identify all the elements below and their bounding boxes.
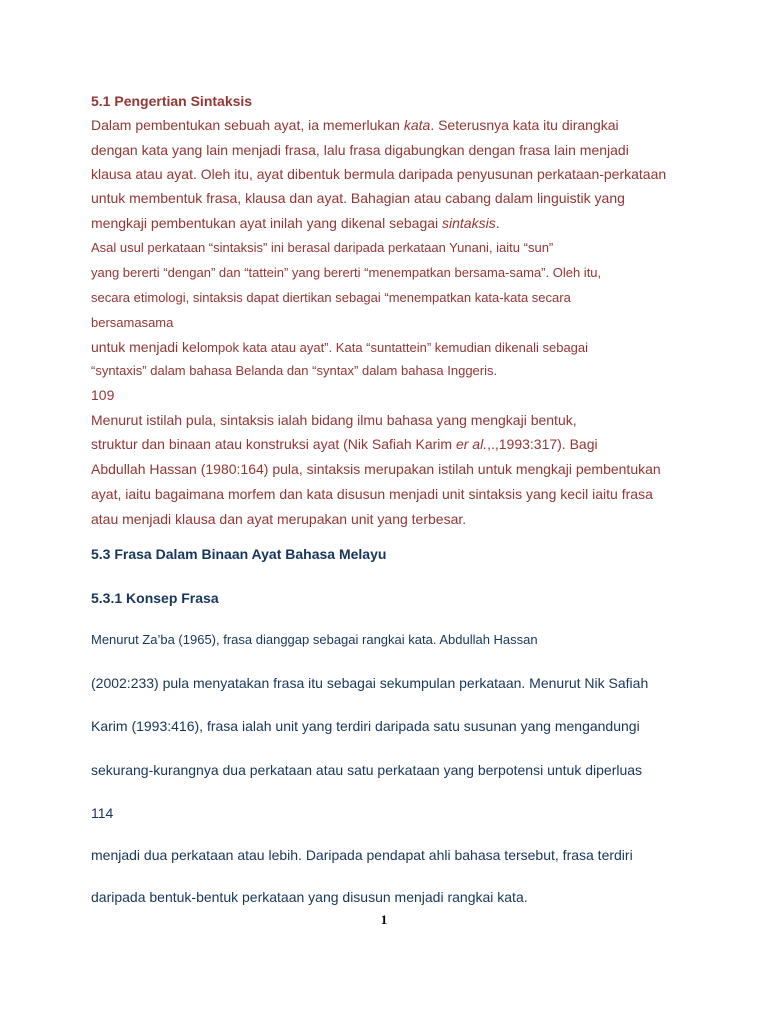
paragraph-line: “syntaxis” dalam bahasa Belanda dan “syntax” dalam bahasa Inggeris. [91, 363, 498, 378]
paragraph-line: struktur dan binaan atau konstruksi ayat (Nik Safiah Karim er al.,.,1993:317). Bagi [91, 436, 598, 452]
paragraph-line: untuk menjadi kelompok kata atau ayat”. Kata “suntattein” kemudian dikenali sebagai [91, 339, 589, 355]
paragraph-line: dengan kata yang lain menjadi frasa, lalu frasa digabungkan dengan frasa lain menjadi [91, 142, 629, 158]
paragraph-line: Menurut istilah pula, sintaksis ialah bidang ilmu bahasa yang mengkaji bentuk, [91, 412, 577, 428]
paragraph-line: daripada bentuk-bentuk perkataan yang disusun menjadi rangkai kata. [91, 889, 528, 905]
page-reference-number: 114 [91, 805, 114, 821]
paragraph-line: bersamasama [91, 315, 174, 330]
section-heading-5-1: 5.1 Pengertian Sintaksis [91, 93, 253, 109]
paragraph-line: atau menjadi klausa dan ayat merupakan unit yang terbesar. [91, 511, 467, 527]
paragraph-line: klausa atau ayat. Oleh itu, ayat dibentuk bermula daripada penyusunan perkataan-perkataan [91, 166, 667, 182]
paragraph-line: secara etimologi, sintaksis dapat diertikan sebagai “menempatkan kata-kata secara [91, 290, 571, 305]
page-reference-number: 109 [91, 387, 115, 403]
subsection-heading-5-3-1: 5.3.1 Konsep Frasa [91, 590, 219, 606]
section-heading-5-3: 5.3 Frasa Dalam Binaan Ayat Bahasa Melayu [91, 546, 387, 562]
paragraph-line: menjadi dua perkataan atau lebih. Daripada pendapat ahli bahasa tersebut, frasa terdiri [91, 847, 633, 863]
paragraph-line: Menurut Za’ba (1965), frasa dianggap sebagai rangkai kata. Abdullah Hassan [91, 632, 538, 647]
paragraph-line: (2002:233) pula menyatakan frasa itu sebagai sekumpulan perkataan. Menurut Nik Safiah [91, 675, 649, 691]
paragraph-line: ayat, iaitu bagaimana morfem dan kata disusun menjadi unit sintaksis yang kecil iaitu frasa [91, 486, 653, 502]
page-number: 1 [380, 912, 388, 927]
paragraph-line: untuk membentuk frasa, klausa dan ayat. Bahagian atau cabang dalam linguistik yang [91, 190, 625, 206]
paragraph-line: Dalam pembentukan sebuah ayat, ia memerlukan kata. Seterusnya kata itu dirangkai [91, 117, 619, 133]
paragraph-line: mengkaji pembentukan ayat inilah yang dikenal sebagai sintaksis. [91, 215, 500, 231]
paragraph-line: Karim (1993:416), frasa ialah unit yang terdiri daripada satu susunan yang mengandungi [91, 718, 640, 734]
paragraph-line: Asal usul perkataan “sintaksis” ini berasal daripada perkataan Yunani, iaitu “sun” [91, 240, 554, 255]
paragraph-line: sekurang-kurangnya dua perkataan atau satu perkataan yang berpotensi untuk diperluas [91, 762, 643, 778]
paragraph-line: yang bererti “dengan” dan “tattein” yang bererti “menempatkan bersama-sama”. Oleh itu, [91, 265, 602, 280]
paragraph-line: Abdullah Hassan (1980:164) pula, sintaksis merupakan istilah untuk mengkaji pembentukan [91, 461, 661, 477]
